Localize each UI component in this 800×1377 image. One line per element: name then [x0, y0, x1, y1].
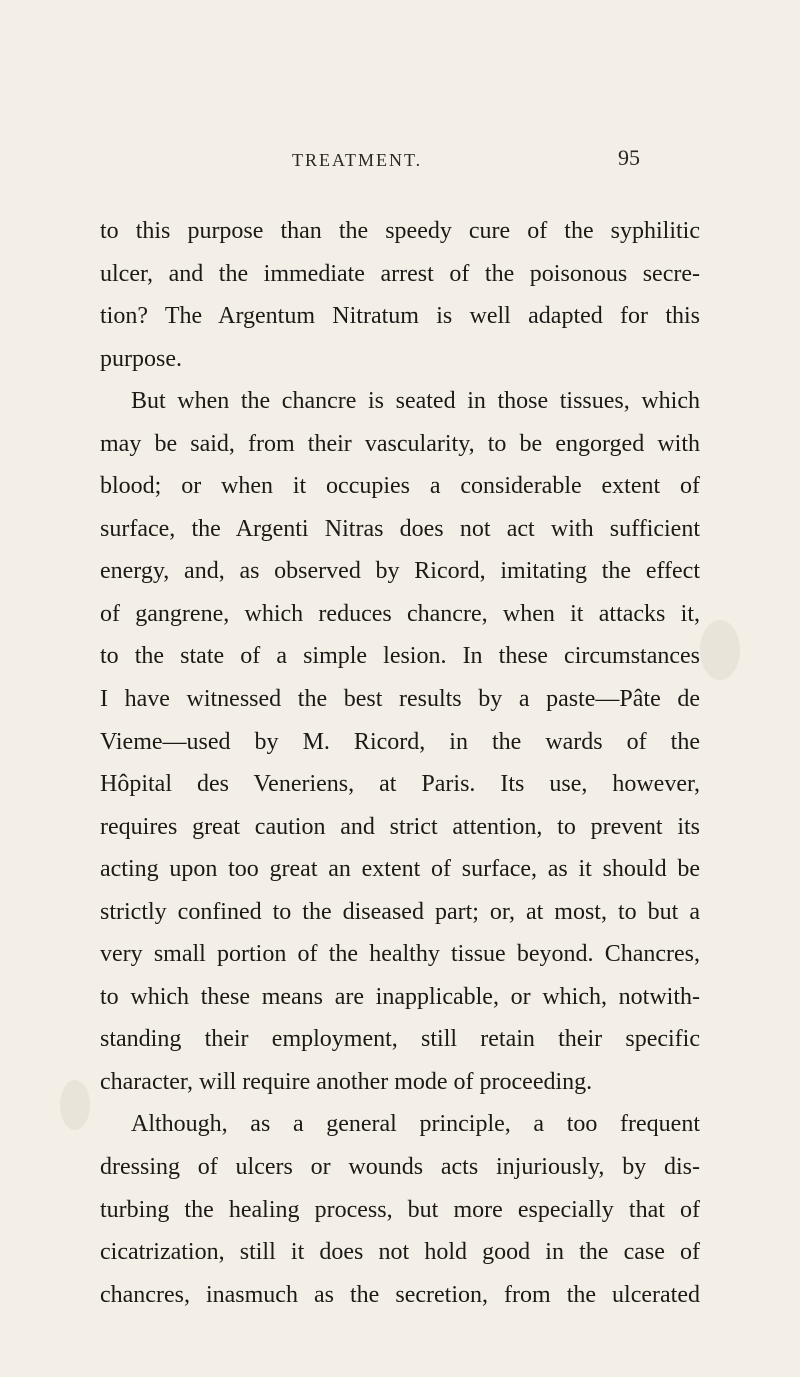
text-line: may be said, from their vascularity, to be engorged with	[100, 430, 700, 457]
text-line: acting upon too great an extent of surface, as it should be	[100, 856, 700, 883]
text-line: very small portion of the healthy tissue beyond. Chancres,	[100, 941, 700, 968]
text-line: Vieme—used by M. Ricord, in the wards of the	[100, 728, 700, 755]
text-line: energy, and, as observed by Ricord, imitating the effect	[100, 558, 700, 585]
text-line: standing their employment, still retain their specific	[100, 1026, 700, 1053]
text-line: turbing the healing process, but more especially that of	[100, 1196, 700, 1223]
text-line: requires great caution and strict attention, to prevent its	[100, 813, 700, 840]
text-line: dressing of ulcers or wounds acts injuriously, by dis-	[100, 1154, 700, 1181]
text-line: strictly confined to the diseased part; or, at most, to but a	[100, 898, 700, 925]
page-number: 95	[618, 145, 640, 170]
text-line: Hôpital des Veneriens, at Paris. Its use, however,	[100, 771, 700, 798]
text-line: But when the chancre is seated in those tissues, which	[131, 388, 700, 415]
text-line: cicatrization, still it does not hold good in the case of	[100, 1239, 700, 1266]
text-line: to the state of a simple lesion. In these circumstances	[100, 643, 700, 670]
text-line: tion? The Argentum Nitratum is well adapted for this	[100, 303, 700, 330]
text-line: chancres, inasmuch as the secretion, from the ulcerated	[100, 1281, 700, 1308]
text-line: character, will require another mode of proceeding.	[100, 1068, 593, 1095]
paper-stain	[700, 620, 740, 680]
text-line: surface, the Argenti Nitras does not act with sufficient	[100, 515, 700, 542]
text-line: I have witnessed the best results by a paste—Pâte de	[100, 686, 700, 713]
text-line: to this purpose than the speedy cure of the syphilitic	[100, 218, 700, 244]
text-line: to which these means are inapplicable, or which, notwith-	[100, 983, 700, 1010]
text-line: purpose.	[100, 345, 182, 372]
text-line: ulcer, and the immediate arrest of the poisonous secre-	[100, 260, 700, 287]
body-text	[100, 210, 700, 1316]
text-line: of gangrene, which reduces chancre, when it attacks it,	[100, 600, 700, 627]
running-title: TREATMENT.	[292, 150, 423, 170]
text-line: blood; or when it occupies a considerable extent of	[100, 473, 700, 500]
paper-stain	[60, 1080, 90, 1130]
running-head	[0, 145, 800, 180]
text-line: Although, as a general principle, a too frequent	[131, 1111, 700, 1138]
